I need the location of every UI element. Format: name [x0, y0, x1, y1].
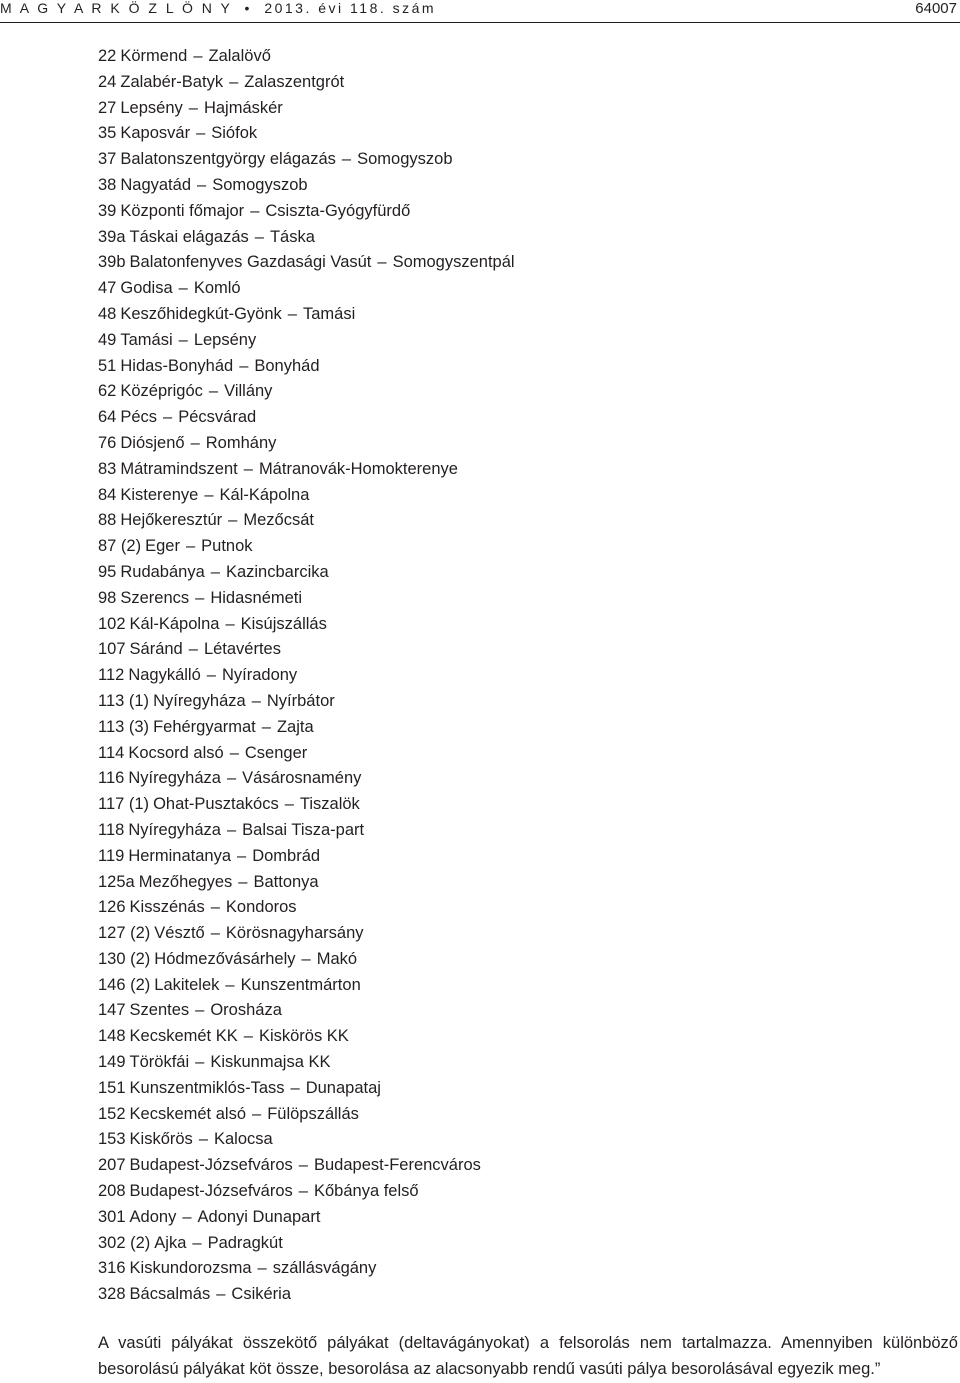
route-to: Villány — [224, 382, 273, 401]
route-to: Dombrád — [252, 846, 321, 865]
route-from: Lepsény — [120, 98, 183, 117]
route-number: 27 — [98, 98, 117, 117]
route-to: Kőbánya felső — [313, 1182, 419, 1201]
route-number: 116 — [98, 769, 125, 788]
header-bullet: • — [244, 0, 252, 16]
list-item — [98, 147, 515, 173]
route-from: Herminatanya — [128, 846, 232, 865]
route-to: Nyíradony — [221, 666, 298, 685]
route-separator: – — [290, 1078, 300, 1097]
route-number: 328 — [98, 1285, 126, 1304]
list-item — [98, 483, 515, 509]
route-number: 148 — [98, 1027, 126, 1046]
route-number: 87 (2) — [98, 537, 142, 556]
list-item — [98, 354, 515, 380]
route-separator: – — [287, 304, 297, 323]
list-item — [98, 741, 515, 767]
route-number: 126 — [98, 898, 126, 917]
route-to: Budapest-Ferencváros — [313, 1156, 481, 1175]
route-separator: – — [243, 1027, 253, 1046]
route-from: Kocsord alsó — [128, 743, 224, 762]
route-from: Nyíregyháza — [128, 820, 221, 839]
route-to: szállásvágány — [272, 1259, 377, 1278]
route-separator: – — [193, 47, 203, 65]
route-number: 35 — [98, 124, 117, 143]
route-from: Ajka — [154, 1233, 187, 1252]
route-separator: – — [252, 1104, 262, 1123]
route-number: 22 — [98, 47, 117, 65]
route-from: Mátramindszent — [120, 459, 238, 478]
route-number: 316 — [98, 1259, 126, 1278]
route-from: Szentes — [129, 1001, 190, 1020]
route-from: Kiskőrös — [129, 1130, 193, 1149]
route-number: 112 — [98, 666, 125, 685]
list-item — [98, 173, 515, 199]
route-separator: – — [301, 949, 311, 968]
route-separator: – — [237, 846, 247, 865]
route-separator: – — [298, 1156, 308, 1175]
route-separator: – — [239, 356, 249, 375]
route-separator: – — [251, 691, 261, 710]
list-item — [98, 870, 515, 896]
route-from: Hidas-Bonyhád — [120, 356, 234, 375]
route-to: Somogyszob — [357, 150, 453, 169]
route-from: Tamási — [120, 330, 173, 349]
route-from: Kisterenye — [120, 485, 199, 504]
route-separator: – — [198, 1130, 208, 1149]
list-item — [98, 1076, 515, 1102]
route-to: Zalaszentgrót — [244, 72, 345, 91]
route-number: 130 (2) — [98, 949, 151, 968]
route-separator: – — [341, 150, 352, 169]
list-item — [98, 663, 515, 689]
route-number: 207 — [98, 1156, 126, 1175]
route-separator: – — [254, 227, 264, 246]
route-to: Vásárosnamény — [242, 769, 362, 788]
route-number: 39b — [98, 253, 126, 272]
list-item — [98, 1282, 515, 1308]
route-from: Kiskundorozsma — [129, 1259, 252, 1278]
route-to: Hidasnémeti — [210, 588, 303, 607]
route-from: Pécs — [120, 408, 158, 427]
route-number: 47 — [98, 279, 117, 298]
list-item — [98, 947, 515, 973]
route-from: Bácsalmás — [129, 1285, 211, 1304]
route-number: 62 — [98, 382, 117, 401]
route-separator: – — [225, 614, 235, 633]
route-to: Balsai Tisza-part — [242, 820, 365, 839]
list-item — [98, 534, 515, 560]
route-to: Kál-Kápolna — [219, 485, 310, 504]
route-separator: – — [188, 98, 198, 117]
route-separator: – — [178, 279, 188, 298]
route-from: Ohat-Pusztakócs — [153, 795, 279, 814]
route-separator: – — [238, 872, 248, 891]
list-item — [98, 225, 515, 251]
route-to: Tamási — [302, 304, 356, 323]
route-from: Kunszentmiklós-Tass — [129, 1078, 285, 1097]
page-header — [0, 0, 960, 24]
route-to: Kiskörös KK — [258, 1027, 349, 1046]
route-to: Siófok — [211, 124, 258, 143]
route-number: 98 — [98, 588, 117, 607]
route-from: Nyíregyháza — [128, 769, 221, 788]
route-separator: – — [196, 124, 206, 143]
route-to: Zalalövő — [208, 47, 271, 65]
route-separator: – — [204, 485, 214, 504]
list-item — [98, 405, 515, 431]
route-from: Kisszénás — [129, 898, 205, 917]
list-item — [98, 121, 515, 147]
route-number: 113 (3) — [98, 717, 150, 736]
list-item — [98, 70, 515, 96]
route-to: Kazincbarcika — [225, 562, 329, 581]
route-number: 48 — [98, 304, 117, 323]
route-separator: – — [250, 201, 260, 220]
route-number: 64 — [98, 408, 117, 427]
route-number: 301 — [98, 1207, 126, 1226]
route-number: 24 — [98, 72, 117, 91]
route-to: Kondoros — [225, 898, 297, 917]
page-number: 64007 — [915, 0, 957, 17]
list-item — [98, 792, 515, 818]
route-to: Tiszalök — [299, 795, 360, 814]
route-from: Nyíregyháza — [153, 691, 246, 710]
route-from: Kecskemét alsó — [129, 1104, 246, 1123]
route-to: Putnok — [201, 537, 253, 556]
list-item — [98, 1050, 515, 1076]
route-from: Központi főmajor — [120, 201, 245, 220]
route-number: 152 — [98, 1104, 126, 1123]
route-separator: – — [228, 511, 238, 530]
route-number: 51 — [98, 356, 117, 375]
list-item — [98, 96, 515, 122]
list-item — [98, 1256, 515, 1282]
route-number: 76 — [98, 433, 117, 452]
route-number: 146 (2) — [98, 975, 151, 994]
route-from: Balatonszentgyörgy elágazás — [120, 150, 336, 169]
route-from: Sáránd — [129, 640, 183, 659]
list-item — [98, 457, 515, 483]
route-to: Makó — [316, 949, 358, 968]
route-to: Létavértes — [203, 640, 281, 659]
route-separator: – — [195, 1001, 205, 1020]
route-to: Körösnagyharsány — [225, 924, 364, 943]
list-item — [98, 508, 515, 534]
list-item — [98, 1205, 515, 1231]
route-number: 39a — [98, 227, 126, 246]
route-separator: – — [377, 253, 387, 272]
route-separator: – — [298, 1182, 308, 1201]
route-from: Mezőhegyes — [138, 872, 233, 891]
route-number: 107 — [98, 640, 126, 659]
list-item — [98, 1024, 515, 1050]
list-item — [98, 766, 515, 792]
route-number: 147 — [98, 1001, 126, 1020]
list-item — [98, 818, 515, 844]
list-item — [98, 44, 515, 70]
route-separator: – — [229, 743, 239, 762]
route-separator: – — [190, 433, 200, 452]
route-from: Kecskemét KK — [129, 1027, 238, 1046]
route-to: Fülöpszállás — [267, 1104, 359, 1123]
route-to: Kiskunmajsa KK — [210, 1053, 331, 1072]
route-from: Nagykálló — [128, 666, 201, 685]
route-number: 208 — [98, 1182, 126, 1201]
route-from: Kaposvár — [120, 124, 191, 143]
route-number: 127 (2) — [98, 924, 151, 943]
route-from: Budapest-Józsefváros — [129, 1182, 293, 1201]
route-from: Táskai elágazás — [129, 227, 249, 246]
route-to: Adonyi Dunapart — [197, 1207, 321, 1226]
route-separator: – — [206, 666, 216, 685]
route-number: 125a — [98, 872, 135, 891]
route-from: Godisa — [120, 279, 173, 298]
route-to: Táska — [269, 227, 315, 246]
route-from: Nagyatád — [120, 175, 191, 194]
route-number: 114 — [98, 743, 125, 762]
journal-title: M A G Y A R K Ö Z L Ö N Y — [0, 0, 233, 16]
route-separator: – — [226, 769, 237, 788]
route-to: Padragkút — [207, 1233, 283, 1252]
list-item — [98, 895, 515, 921]
route-to: Csenger — [244, 743, 308, 762]
route-to: Bonyhád — [254, 356, 320, 375]
route-separator: – — [210, 898, 220, 917]
route-separator: – — [182, 1207, 192, 1226]
route-number: 113 (1) — [98, 691, 150, 710]
route-number: 84 — [98, 485, 117, 504]
route-number: 117 (1) — [98, 795, 150, 814]
route-to: Mezőcsát — [243, 511, 314, 530]
list-item — [98, 431, 515, 457]
route-from: Zalabér-Batyk — [120, 72, 224, 91]
list-item — [98, 586, 515, 612]
issue-label: 2013. évi 118. szám — [264, 0, 437, 16]
route-to: Pécsvárad — [178, 408, 257, 427]
route-from: Rudabánya — [120, 562, 205, 581]
route-separator: – — [284, 795, 294, 814]
route-separator: – — [257, 1259, 267, 1278]
route-number: 151 — [98, 1078, 126, 1097]
route-separator: – — [208, 382, 219, 401]
route-separator: – — [197, 175, 207, 194]
route-to: Romhány — [205, 433, 277, 452]
route-to: Kalocsa — [214, 1130, 273, 1149]
route-to: Komló — [193, 279, 241, 298]
route-to: Kunszentmárton — [240, 975, 361, 994]
route-from: Hejőkeresztúr — [120, 511, 223, 530]
route-separator: – — [210, 924, 220, 943]
list-item — [98, 199, 515, 225]
list-item — [98, 637, 515, 663]
route-separator: – — [195, 1053, 205, 1072]
route-to: Mátranovák-Homokterenye — [258, 459, 458, 478]
list-item — [98, 302, 515, 328]
route-from: Adony — [129, 1207, 177, 1226]
route-number: 118 — [98, 820, 125, 839]
route-number: 88 — [98, 511, 117, 530]
route-number: 102 — [98, 614, 126, 633]
route-from: Diósjenő — [120, 433, 185, 452]
route-to: Hajmáskér — [203, 98, 283, 117]
list-item — [98, 998, 515, 1024]
list-item — [98, 276, 515, 302]
route-from: Vésztő — [154, 924, 205, 943]
list-item — [98, 689, 515, 715]
route-number: 37 — [98, 150, 117, 169]
route-from: Fehérgyarmat — [153, 717, 256, 736]
route-to: Battonya — [253, 872, 319, 891]
footnote: A vasúti pályákat összekötő pályákat (deltavágányokat) a felsorolás nem tartalmazza. Amennyiben különböző besorolású pályákat köt össze, besorolása az alacsonyabb rendű vasúti pálya besorolásával egyezik meg.” — [98, 1334, 958, 1378]
route-number: 95 — [98, 562, 117, 581]
list-item — [98, 1179, 515, 1205]
route-to: Kisújszállás — [240, 614, 327, 633]
route-to: Csikéria — [231, 1285, 292, 1304]
route-from: Lakitelek — [154, 975, 220, 994]
list-item — [98, 612, 515, 638]
route-to: Nyírbátor — [266, 691, 335, 710]
route-from: Keszőhidegkút-Gyönk — [120, 304, 282, 323]
route-to: Somogyszob — [212, 175, 308, 194]
route-from: Budapest-Józsefváros — [129, 1156, 293, 1175]
route-from: Körmend — [120, 47, 188, 65]
route-to: Somogyszentpál — [392, 253, 515, 272]
route-to: Dunapataj — [305, 1078, 381, 1097]
route-to: Orosháza — [210, 1001, 282, 1020]
list-item — [98, 1127, 515, 1153]
list-item — [98, 844, 515, 870]
route-separator: – — [216, 1285, 226, 1304]
route-from: Balatonfenyves Gazdasági Vasút — [129, 253, 372, 272]
route-separator: – — [226, 820, 237, 839]
route-number: 49 — [98, 330, 117, 349]
route-separator: – — [163, 408, 173, 427]
route-number: 39 — [98, 201, 117, 220]
route-separator: – — [225, 975, 235, 994]
list-item — [98, 921, 515, 947]
route-from: Szerencs — [120, 588, 190, 607]
route-separator: – — [229, 72, 239, 91]
running-head — [0, 0, 436, 16]
list-item — [98, 1231, 515, 1257]
route-to: Csiszta-Gyógyfürdő — [265, 201, 411, 220]
route-number: 119 — [98, 846, 125, 865]
list-item — [98, 250, 515, 276]
route-number: 149 — [98, 1053, 126, 1072]
list-item — [98, 328, 515, 354]
route-separator: – — [185, 537, 196, 556]
list-item — [98, 1153, 515, 1179]
route-separator: – — [188, 640, 198, 659]
route-separator: – — [178, 330, 188, 349]
list-item — [98, 973, 515, 999]
header-rule — [0, 22, 960, 23]
route-from: Kál-Kápolna — [129, 614, 220, 633]
route-to: Zajta — [276, 717, 314, 736]
list-item — [98, 560, 515, 586]
route-number: 83 — [98, 459, 117, 478]
route-to: Lepsény — [193, 330, 257, 349]
list-item — [98, 1102, 515, 1128]
route-separator: – — [261, 717, 271, 736]
route-number: 38 — [98, 175, 117, 194]
route-from: Középrigóc — [120, 382, 203, 401]
route-list — [98, 44, 515, 1308]
route-from: Eger — [145, 537, 180, 556]
route-separator: – — [192, 1233, 202, 1252]
list-item — [98, 379, 515, 405]
route-number: 153 — [98, 1130, 126, 1149]
route-from: Törökfái — [129, 1053, 190, 1072]
route-number: 302 (2) — [98, 1233, 151, 1252]
route-separator: – — [243, 459, 253, 478]
route-separator: – — [210, 562, 220, 581]
list-item — [98, 715, 515, 741]
route-from: Hódmezővásárhely — [154, 949, 296, 968]
route-separator: – — [195, 588, 205, 607]
